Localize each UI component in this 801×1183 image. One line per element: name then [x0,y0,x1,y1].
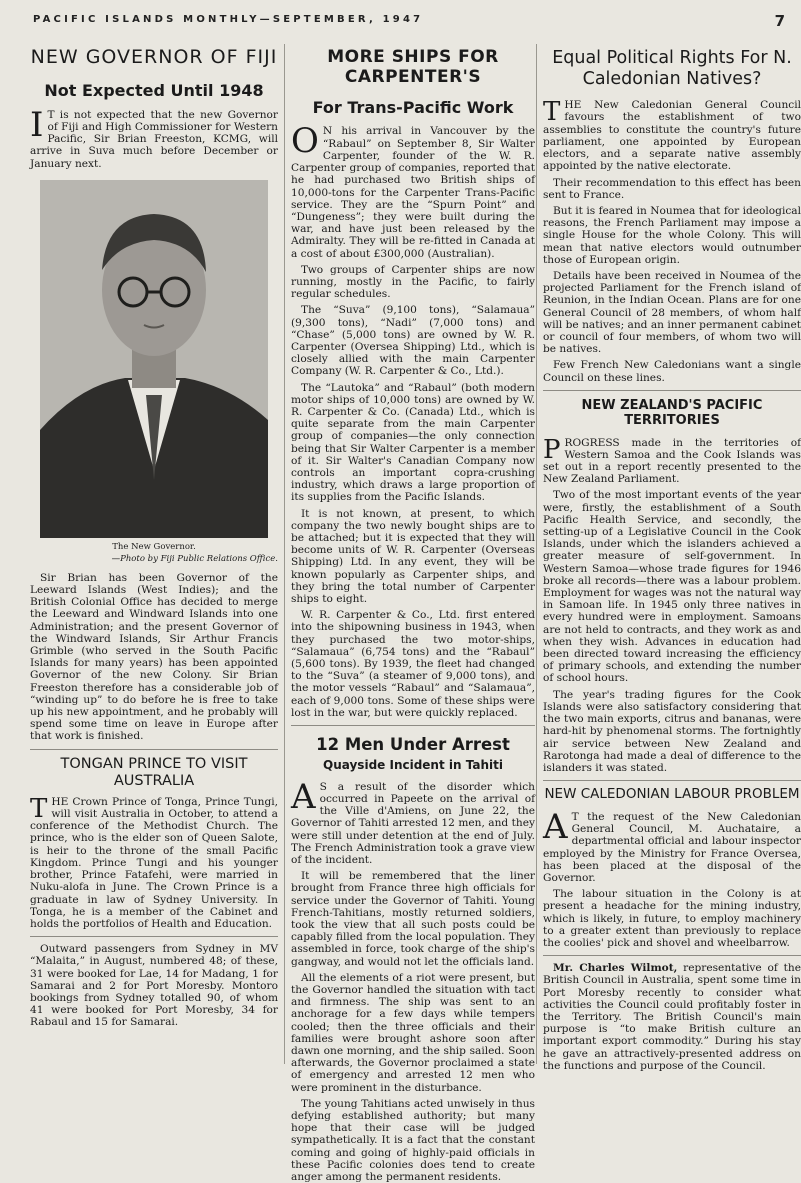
column-right [536,44,801,1072]
article-paragraph: The “Suva” (9,100 tons), “Salamaua” (9,300 tons), “Nadi” (7,000 tons) and “Chase” (5,000 tons) are owned by W. R. Carpenter (Oversea Shipping) Ltd., which is closely allied with the main Carpenter Company (W. R. Carpenter & Co., Ltd.). [291,304,535,378]
article-paragraph: O N his arrival in Vancouver by the “Rabaul” on September 8, Sir Walter Carpenter, founder of the W. R. Carpenter group of companies, reported that he had purchased two British ships of 10,000-tons for the Carpenter Trans-Pacific service. They are the “Spurn Point” and “Dungeness”; they were built during the war, and have just been released by the Admiralty. They will be re-fitted in Canada at a cost of about £300,000 (Australian). [291,121,535,260]
article-paragraph: Few French New Caledonians want a single Council on these lines. [543,359,801,384]
article-paragraph: The “Lautoka” and “Rabaul” (both modern motor ships of 10,000 tons) are owned by W. R. Carpenter & Co. (Canada) Ltd., which is quite separate from the main Carpenter group of companies—the only connection being that Sir Walter Carpenter is a member of it. Sir Walter's Canadian Company now controls an important copra-crushing industry, which draws a large proportion of its supplies from the Pacific Islands. [291,381,535,504]
article-paragraph: It will be remembered that the liner brought from France three high officials for service under the Governor of Tahiti. Young French-Tahitians, mostly returned soldiers, took the view that all such posts could be capably filled from the local population. They assembled in force, took charge of the ship's gangway, and would not let the officials land. [291,870,535,968]
article-subtitle-more-ships: For Trans-Pacific Work [312,98,514,118]
divider [543,955,801,956]
divider [291,725,535,726]
article-title-new-governor: NEW GOVERNOR OF FIJI [30,46,278,68]
page-number: 7 [774,12,785,30]
article-paragraph: THE New Caledonian General Council favours the establishment of two assemblies to constitute the country's future parliament, one appointed by European electors, and a separate native assembly appointed by the native electorate. [543,97,801,173]
article-paragraph: But it is feared in Noumea that for ideological reasons, the French Parliament may impose a single House for the whole Colony. This will mean that native electors would outnumber those of European origin. [543,204,801,266]
divider [30,749,278,750]
drop-cap: O [291,121,319,162]
article-title-tongan-prince: TONGAN PRINCE TO VISIT AUSTRALIA [60,755,248,789]
divider [543,780,801,781]
person-name: Mr. Charles Wilmot, [553,962,678,975]
article-paragraph: The labour situation in the Colony is at present a headache for the mining industry, which is likely, in future, to employ machinery to a greater extent than previously to replace the coolies' pick and shovel and wheelbarrow. [543,888,801,950]
article-paragraph: THE Crown Prince of Tonga, Prince Tungi, will visit Australia in October, to attend a conference of the Methodist Church. The prince, who is the elder son of Queen Salote, is heir to the throne of the small Pacific Kingdom. Prince Tungi and his younger brother, Prince Fatafehi, were married in Nuku-alofa in June. The Crown Prince is a graduate in law of Sydney University. In Tonga, he is a member of the Cabinet and holds the portfolios of Health and Education. [30,793,278,930]
governor-portrait-photo [40,180,268,538]
article-subtitle-new-governor: Not Expected Until 1948 [44,81,264,101]
article-lead: I T is not expected that the new Governor of Fiji and High Commissioner for Western Pacific, Sir Brian Freeston, KCMG, will arrive in Suva much before December or January next. [30,104,278,170]
article-paragraph: PROGRESS made in the territories of Western Samoa and the Cook Islands was set out in a report recently presented to the New Zealand Parliament. [543,434,801,486]
article-paragraph: A S a result of the disorder which occurred in Papeete on the arrival of the Ville d'Amiens, on June 22, the Governor of Tahiti arrested 12 men, and they were still under detention at the end of July. The French Administration took a grave view of the incident. [291,776,535,867]
article-paragraph: W. R. Carpenter & Co., Ltd. first entered into the shipowning business in 1943, when they purchased the two motor-ships, “Salamaua” (6,754 tons) and the “Rabaul” (5,600 tons). By 1939, the fleet had changed to the “Suva” (a steamer of 9,000 tons), and the motor vessels “Rabaul” and “Salamaua”, each of 9,000 tons. Some of these ships were lost in the war, but were quickly replaced. [291,609,535,719]
drop-cap: T [30,793,48,824]
drop-cap: P [543,434,561,465]
article-paragraph: Two groups of Carpenter ships are now running, mostly in the Pacific, to fairly regular schedules. [291,263,535,301]
article-title-nz-territories: NEW ZEALAND'S PACIFIC TERRITORIES [581,397,763,428]
article-paragraph: Sir Brian has been Governor of the Leeward Islands (West Indies); and the British Colonial Office has decided to merge the Leeward and Windward Islands into one Administration; and the present Governor of the Windward Islands, Sir Arthur Francis Grimble (who served in the South Pacific Islands for many years) has been appointed Governor of the new Colony. Sir Brian Freeston therefore has a considerable job of “winding up” to do before he is free to take up his new appointment, and he probably will spend some time on leave in Europe after that work is finished. [30,571,278,743]
article-paragraph: Their recommendation to this effect has been sent to France. [543,176,801,201]
drop-cap: T [543,97,561,128]
column-middle [284,44,535,1183]
article-paragraph: Details have been received in Noumea of the projected Parliament for the French island of Reunion, in the Indian Ocean. Plans are for one General Council of 28 members, of whom half will be natives; and an inner permanent cabinet or council of four members, of whom two will be natives. [543,269,801,356]
article-title-12-men: 12 Men Under Arrest [316,735,510,755]
drop-cap: A [291,776,316,817]
photo-credit: —Photo by Fiji Public Relations Office. [111,553,278,564]
column-left [30,44,278,1064]
article-paragraph: The year's trading figures for the Cook Islands were also satisfactory considering that the two main exports, citrus and bananas, were hard-hit by phenomenal storms. The fortnightly air service between New Zealand and Rarotonga had made a deal of difference to the islanders it was stated. [543,688,801,774]
article-title-labour-problem: NEW CALEDONIAN LABOUR PROBLEM [544,786,800,803]
article-paragraph: All the elements of a riot were present, but the Governor handled the situation with tact and firmness. The ship was sent to an anchorage for a few days while tempers cooled; then the three officials and their families were brought ashore soon after dawn one morning, and the ship sailed. Soon afterwards, the Governor proclaimed a state of emergency and arrested 12 men who were prominent in the disturbance. [291,971,535,1094]
article-paragraph: Mr. Charles Wilmot, representative of the British Council in Australia, spent some time in Port Moresby recently to consider what activities the Council could profitably foster in the Territory. The British Council's main purpose is “to make British culture an important export commodity.” During his stay he gave an attractively-presented address on the functions and purpose of the Council. [543,962,801,1072]
running-header [33,14,793,32]
photo-caption: The New Governor. [112,541,196,552]
running-title: PACIFIC ISLANDS MONTHLY—SEPTEMBER, 1947 [33,14,424,25]
article-paragraph: Outward passengers from Sydney in MV “Malaita,” in August, numbered 48; of these, 31 were booked for Lae, 14 for Madang, 1 for Samarai and 2 for Port Moresby. Montoro bookings from Sydney totalled 90, of whom 41 were booked for Port Moresby, 34 for Rabaul and 15 for Samarai. [30,943,278,1029]
article-title-more-ships: MORE SHIPS FOR CARPENTER'S [327,47,499,87]
drop-cap: I [30,104,44,145]
portrait-illustration [40,180,268,538]
article-title-equal-rights: Equal Political Rights For N. Caledonian Natives? [552,48,792,89]
article-subtitle-12-men: Quayside Incident in Tahiti [323,758,503,772]
article-paragraph: A T the request of the New Caledonian General Council, M. Auchataire, a departmental official and labour inspector employed by the Ministry for France Oversea, has been placed at the disposal of the Governor. [543,807,801,885]
article-paragraph: The young Tahitians acted unwisely in thus defying established authority; but many hope that their case will be judged sympathetically. It is a fact that the constant coming and going of highly-paid officials in these Pacific colonies does tend to create anger among the permanent residents. [291,1097,535,1183]
article-paragraph: It is not known, at present, to which company the two newly bought ships are to be attached; but it is expected that they will become units of W. R. Carpenter (Overseas Shipping) Ltd. In any event, they will be known popularly as Carpenter ships, and they bring the total number of Carpenter ships to eight. [291,507,535,605]
divider [543,390,801,391]
drop-cap: A [543,807,568,848]
article-paragraph: Two of the most important events of the year were, firstly, the establishment of a South Pacific Health Service, and secondly, the setting-up of a Legislative Council in the Cook Islands, under which the islanders achieved a greater measure of self-government. In Western Samoa—whose trade figures for 1946 broke all records—there was a labour problem. Employment for wages was not the natural way in Samoan life. In 1945 only three natives in every hundred were in employment. Samoans are not held to contracts, and they work as and when they wish. Advances in education had been directed toward increasing the efficiency of primary schools, and extending the number of school hours. [543,489,801,685]
divider [30,936,278,937]
